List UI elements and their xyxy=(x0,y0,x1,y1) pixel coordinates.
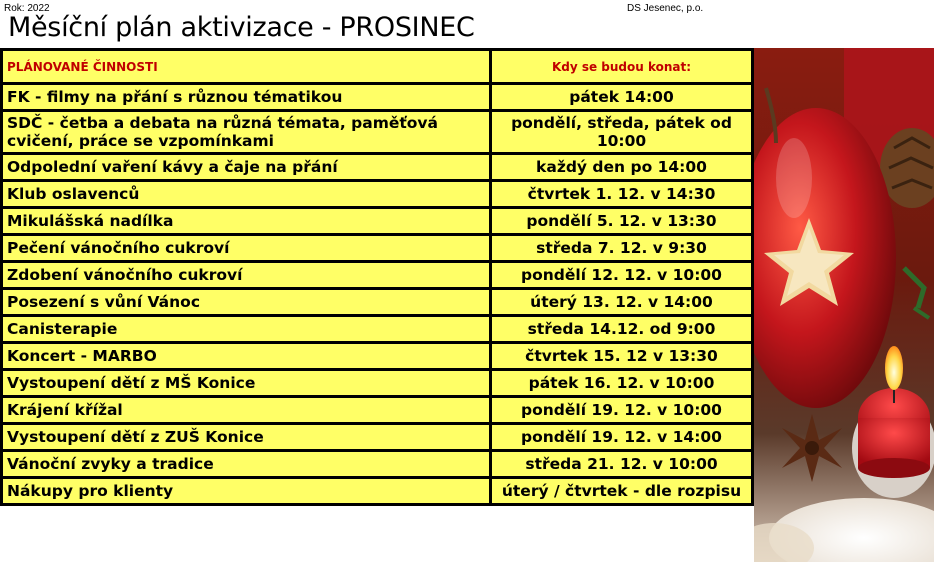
activity-cell: SDČ - četba a debata na různá témata, paměťová cvičení, práce se vzpomínkami xyxy=(2,111,491,154)
when-cell: pondělí 19. 12. v 10:00 xyxy=(491,397,753,424)
when-cell: pátek 14:00 xyxy=(491,84,753,111)
table-row xyxy=(2,289,753,316)
table-row xyxy=(2,208,753,235)
table-row xyxy=(2,84,753,111)
activity-cell: FK - filmy na přání s různou tématikou xyxy=(2,84,491,111)
activity-cell: Krájení křížal xyxy=(2,397,491,424)
when-cell: středa 7. 12. v 9:30 xyxy=(491,235,753,262)
year-label: Rok: 2022 xyxy=(4,3,50,14)
organization-label: DS Jesenec, p.o. xyxy=(627,3,704,14)
activity-cell: Koncert - MARBO xyxy=(2,343,491,370)
activity-cell: Zdobení vánočního cukroví xyxy=(2,262,491,289)
when-cell: středa 14.12. od 9:00 xyxy=(491,316,753,343)
table-row xyxy=(2,343,753,370)
activity-cell: Vánoční zvyky a tradice xyxy=(2,451,491,478)
when-cell: pátek 16. 12. v 10:00 xyxy=(491,370,753,397)
when-cell: pondělí 19. 12. v 14:00 xyxy=(491,424,753,451)
activity-cell: Pečení vánočního cukroví xyxy=(2,235,491,262)
activity-cell: Vystoupení dětí z ZUŠ Konice xyxy=(2,424,491,451)
table-header-row xyxy=(2,50,753,84)
table-row xyxy=(2,316,753,343)
activity-table xyxy=(0,48,754,506)
table-row xyxy=(2,154,753,181)
when-cell: každý den po 14:00 xyxy=(491,154,753,181)
table-row xyxy=(2,235,753,262)
table-row xyxy=(2,262,753,289)
activity-cell: Nákupy pro klienty xyxy=(2,478,491,505)
when-cell: úterý / čtvrtek - dle rozpisu xyxy=(491,478,753,505)
when-cell: čtvrtek 1. 12. v 14:30 xyxy=(491,181,753,208)
when-cell: středa 21. 12. v 10:00 xyxy=(491,451,753,478)
table-row xyxy=(2,111,753,154)
table-row xyxy=(2,370,753,397)
when-cell: čtvrtek 15. 12 v 13:30 xyxy=(491,343,753,370)
when-cell: pondělí, středa, pátek od 10:00 xyxy=(491,111,753,154)
header-activities: PLÁNOVANÉ ČINNOSTI xyxy=(2,50,491,84)
when-cell: pondělí 5. 12. v 13:30 xyxy=(491,208,753,235)
activity-cell: Odpolední vaření kávy a čaje na přání xyxy=(2,154,491,181)
table-row xyxy=(2,478,753,505)
when-cell: pondělí 12. 12. v 10:00 xyxy=(491,262,753,289)
table-row xyxy=(2,451,753,478)
table-row xyxy=(2,424,753,451)
table-row xyxy=(2,397,753,424)
table-row xyxy=(2,181,753,208)
christmas-apple-photo xyxy=(754,48,934,562)
activity-cell: Posezení s vůní Vánoc xyxy=(2,289,491,316)
activity-cell: Vystoupení dětí z MŠ Konice xyxy=(2,370,491,397)
activity-cell: Klub oslavenců xyxy=(2,181,491,208)
header-when: Kdy se budou konat: xyxy=(491,50,753,84)
when-cell: úterý 13. 12. v 14:00 xyxy=(491,289,753,316)
activity-cell: Mikulášská nadílka xyxy=(2,208,491,235)
page-title: Měsíční plán aktivizace - PROSINEC xyxy=(8,12,475,43)
activity-cell: Canisterapie xyxy=(2,316,491,343)
